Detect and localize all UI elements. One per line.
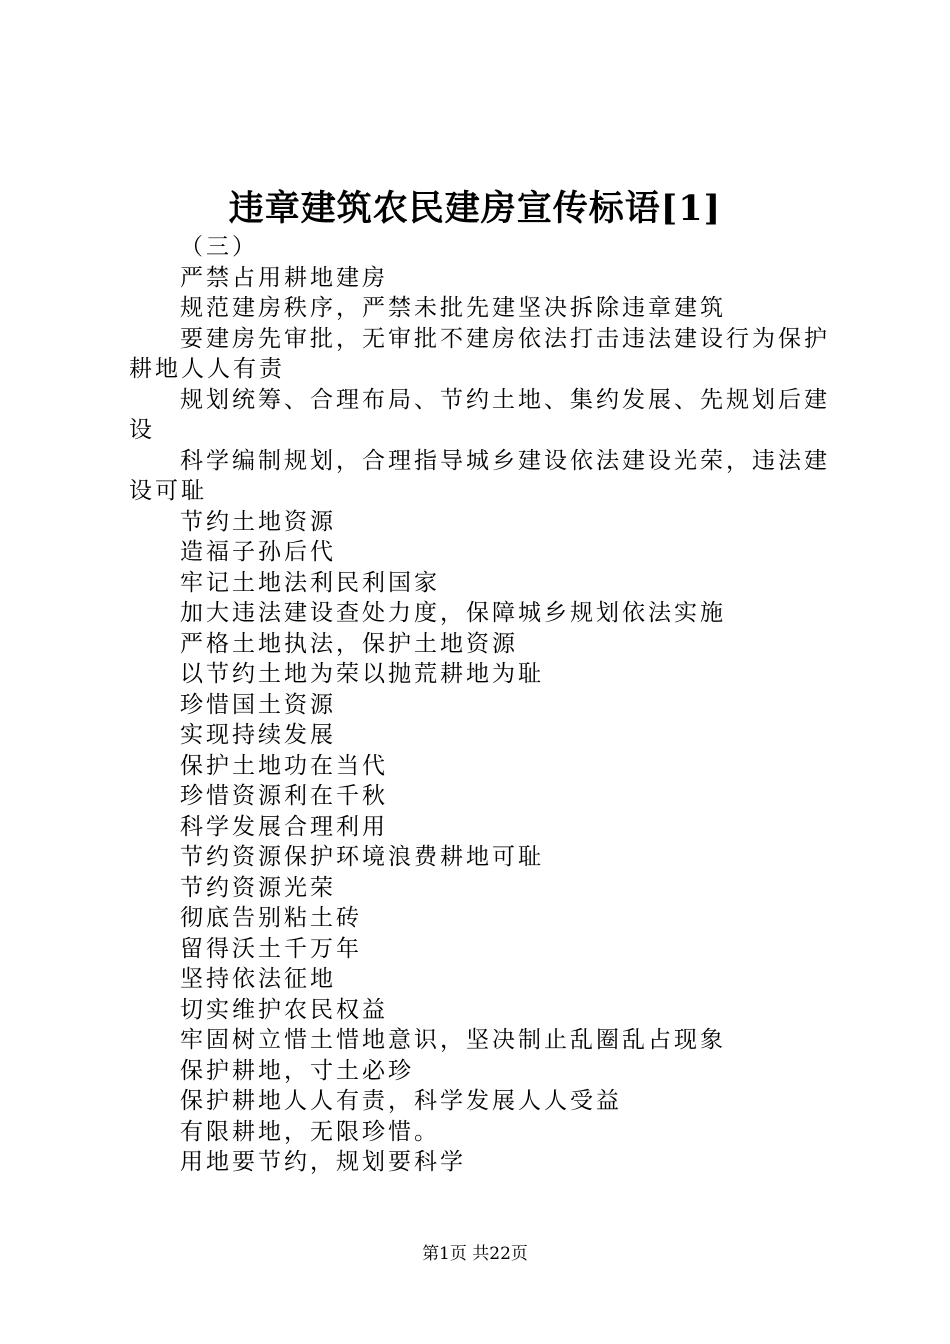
body-line: 坚持依法征地	[180, 966, 336, 992]
body-line: 牢记土地法利民利国家	[180, 569, 440, 596]
body-line: 彻底告别粘土砖	[180, 905, 362, 931]
body-line: 珍惜国土资源	[180, 691, 336, 718]
body-line: 科学发展合理利用	[180, 813, 388, 840]
body-line: 规划统筹、合理布局、节约土地、集约发展、先规划后建设	[129, 386, 830, 443]
body-line: 加大违法建设查处力度，保障城乡规划依法实施	[180, 600, 726, 626]
body-line: 要建房先审批，无审批不建房依法打击违法建设行为保护耕地人人有责	[129, 325, 830, 382]
body-line: （三）	[180, 234, 258, 260]
document-title: 违章建筑农民建房宣传标语[1]	[228, 188, 722, 229]
body-line: 严禁占用耕地建房	[180, 264, 388, 291]
body-line: 用地要节约，规划要科学	[180, 1149, 466, 1175]
body-line: 造福子孙后代	[180, 539, 336, 565]
page-footer: 第1页 共22页	[422, 1244, 528, 1264]
body-line: 以节约土地为荣以抛荒耕地为耻	[180, 661, 544, 687]
body-line: 有限耕地，无限珍惜。	[180, 1118, 440, 1145]
body-line: 保护耕地，寸土必珍	[180, 1057, 414, 1084]
body-line: 节约土地资源	[180, 508, 336, 535]
body-line: 保护耕地人人有责，科学发展人人受益	[180, 1088, 622, 1114]
body-line: 节约资源保护环境浪费耕地可耻	[180, 844, 544, 870]
body-line: 切实维护农民权益	[180, 996, 388, 1023]
body-line: 牢固树立惜土惜地意识，坚决制止乱圈乱占现象	[180, 1027, 726, 1053]
document-body	[129, 232, 834, 1178]
body-line: 科学编制规划，合理指导城乡建设依法建设光荣，违法建设可耻	[129, 447, 830, 504]
body-line: 严格土地执法，保护土地资源	[180, 630, 518, 657]
body-line: 珍惜资源利在千秋	[180, 783, 388, 809]
body-line: 保护土地功在当代	[180, 752, 388, 779]
body-line: 节约资源光荣	[180, 874, 336, 901]
body-line: 留得沃土千万年	[180, 935, 362, 962]
body-line: 实现持续发展	[180, 722, 336, 748]
body-line: 规范建房秩序，严禁未批先建坚决拆除违章建筑	[180, 295, 726, 321]
